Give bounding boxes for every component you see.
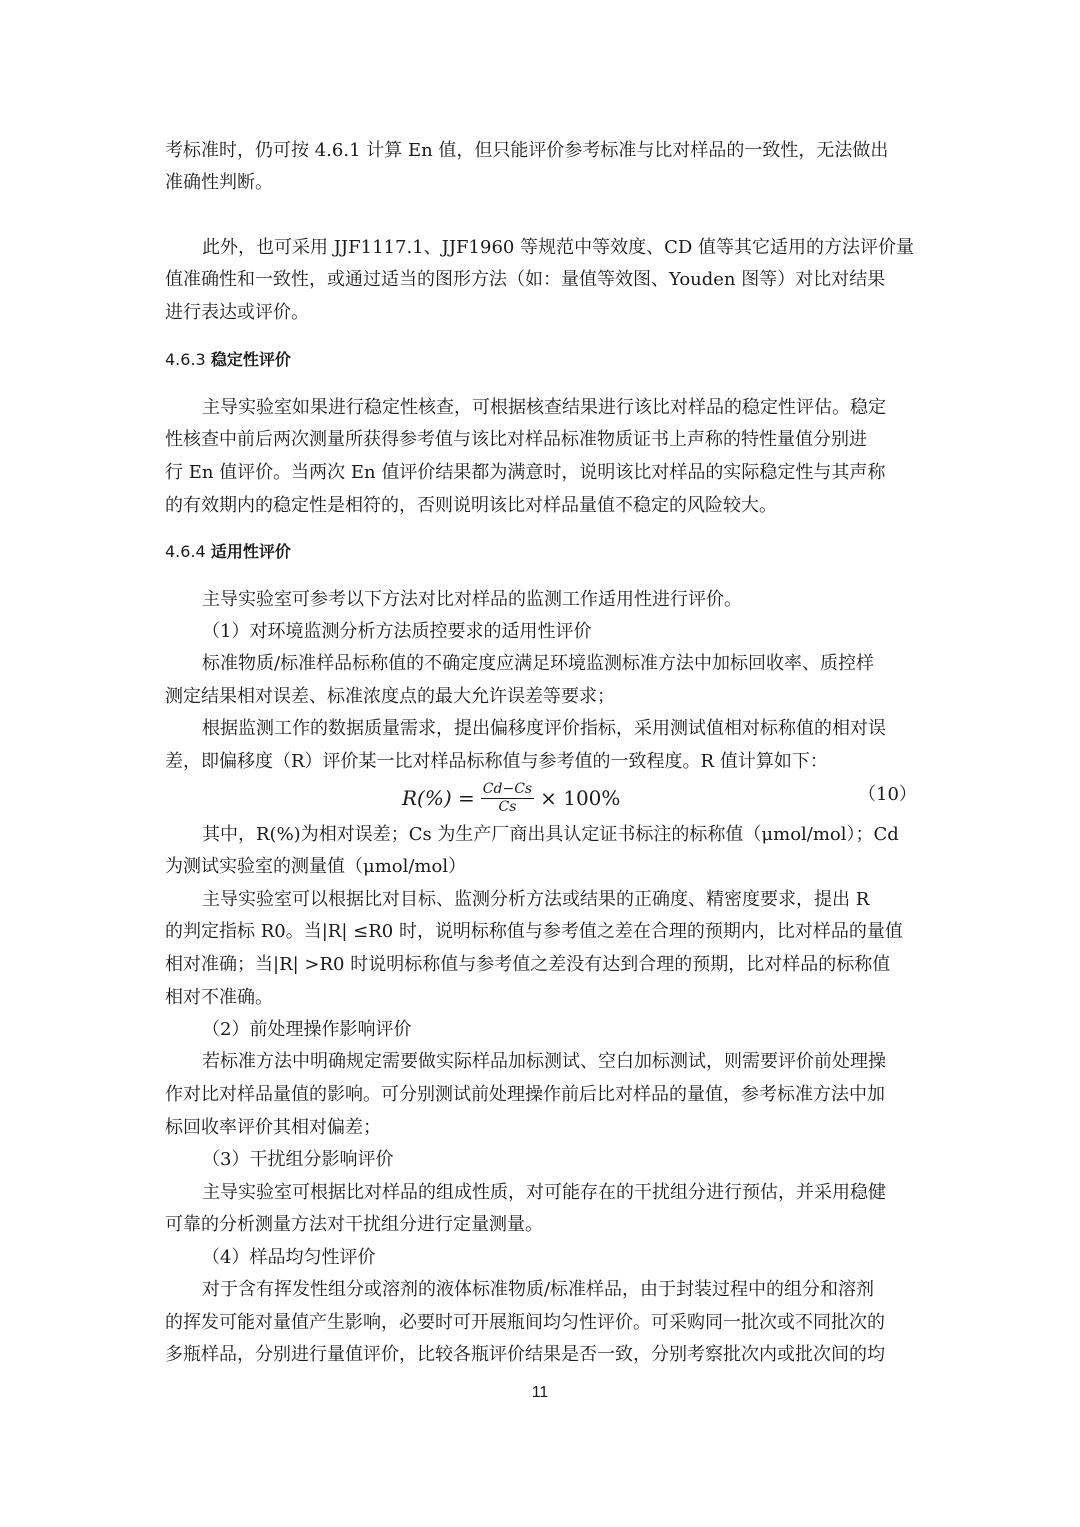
stability-line-4: 的有效期内的稳定性是相符的，否则说明该比对样品量值不稳定的风险较大。 [165, 495, 777, 516]
item-2-title: （2）前处理操作影响评价 [202, 1019, 412, 1040]
item-1-p1-line-2: 测定结果相对误差、标准浓度点的最大允许误差等要求； [165, 686, 615, 707]
equation-number: （10） [858, 784, 917, 805]
formula-rhs: × 100% [540, 786, 621, 810]
item-1-title: （1）对环境监测分析方法质控要求的适用性评价 [202, 621, 592, 642]
section-heading-4-6-3 [165, 349, 291, 371]
item-4-line-3: 多瓶样品，分别进行量值评价，比较各瓶评价结果是否一致，分别考察批次内或批次间的均 [165, 1344, 885, 1365]
item-4-line-1: 对于含有挥发性组分或溶剂的液体标准物质/标准样品，由于封装过程中的组分和溶剂 [202, 1279, 875, 1300]
section-title: 适用性评价 [210, 542, 291, 561]
criterion-line-1: 主导实验室可以根据比对目标、监测分析方法或结果的正确度、精密度要求，提出 R [202, 889, 870, 910]
criterion-line-2: 的判定指标 R0。当|R| ≤R0 时，说明标称值与参考值之差在合理的预期内，比对样品的量值 [165, 921, 903, 942]
intro-line-2: 准确性判断。 [165, 172, 273, 193]
other-methods-line-2: 值准确性和一致性，或通过适当的图形方法（如：量值等效图、Youden 图等）对比对结果 [165, 269, 886, 290]
formula-numerator: Cd−Cs [482, 780, 533, 797]
section-heading-4-6-4 [165, 541, 291, 563]
other-methods-line-1: 此外，也可采用 JJF1117.1、JJF1960 等规范中等效度、CD 值等其它适用的方法评价量 [202, 237, 914, 258]
formula-lhs: R(%) = [402, 786, 475, 810]
stability-line-2: 性核查中前后两次测量所获得参考值与该比对样品标准物质证书上声称的特性量值分别进 [165, 429, 867, 450]
where-line-1: 其中，R(%)为相对误差；Cs 为生产厂商出具认定证书标注的标称值（μmol/mol）；Cd [202, 824, 899, 845]
formula-denominator: Cs [498, 798, 517, 815]
item-1-p2-line-1: 根据监测工作的数据质量需求，提出偏移度评价指标，采用测试值相对标称值的相对误 [202, 718, 886, 739]
item-3-line-2: 可靠的分析测量方法对干扰组分进行定量测量。 [165, 1214, 543, 1235]
item-2-line-2: 作对比对样品量值的影响。可分别测试前处理操作前后比对样品的量值，参考标准方法中加 [165, 1084, 885, 1105]
item-2-line-1: 若标准方法中明确规定需要做实际样品加标测试、空白加标测试，则需要评价前处理操 [202, 1051, 886, 1072]
stability-line-3: 行 En 值评价。当两次 En 值评价结果都为满意时，说明该比对样品的实际稳定性与其声称 [165, 462, 886, 483]
item-2-line-3: 标回收率评价其相对偏差； [165, 1117, 381, 1138]
item-3-title: （3）干扰组分影响评价 [202, 1149, 394, 1170]
section-number: 4.6.4 [165, 542, 206, 561]
intro-line-1: 考标准时，仍可按 4.6.1 计算 En 值，但只能评价参考标准与比对样品的一致性，无法做出 [165, 140, 889, 161]
item-4-line-2: 的挥发可能对量值产生影响，必要时可开展瓶间均匀性评价。可采购同一批次或不同批次的 [165, 1312, 885, 1333]
item-4-title: （4）样品均匀性评价 [202, 1247, 376, 1268]
page-number: 11 [531, 1384, 549, 1401]
criterion-line-4: 相对不准确。 [165, 987, 273, 1008]
item-1-p1-line-1: 标准物质/标准样品标称值的不确定度应满足环境监测标准方法中加标回收率、质控样 [202, 653, 875, 674]
applicability-intro: 主导实验室可参考以下方法对比对样品的监测工作适用性进行评价。 [202, 589, 742, 610]
item-3-line-1: 主导实验室可根据比对样品的组成性质，对可能存在的干扰组分进行预估，并采用稳健 [202, 1182, 886, 1203]
stability-line-1: 主导实验室如果进行稳定性核查，可根据核查结果进行该比对样品的稳定性评估。稳定 [202, 397, 886, 418]
formula-fraction [481, 781, 534, 816]
other-methods-line-3: 进行表达或评价。 [165, 302, 309, 323]
item-1-p2-line-2: 差，即偏移度（R）评价某一比对样品标称值与参考值的一致程度。R 值计算如下： [165, 751, 828, 772]
section-number: 4.6.3 [165, 350, 206, 369]
section-title: 稳定性评价 [210, 350, 291, 369]
criterion-line-3: 相对准确；当|R| >R0 时说明标称值与参考值之差没有达到合理的预期，比对样品的标称值 [165, 954, 891, 975]
where-line-2: 为测试实验室的测量值（μmol/mol） [165, 856, 467, 877]
formula-r-percent [402, 778, 620, 818]
